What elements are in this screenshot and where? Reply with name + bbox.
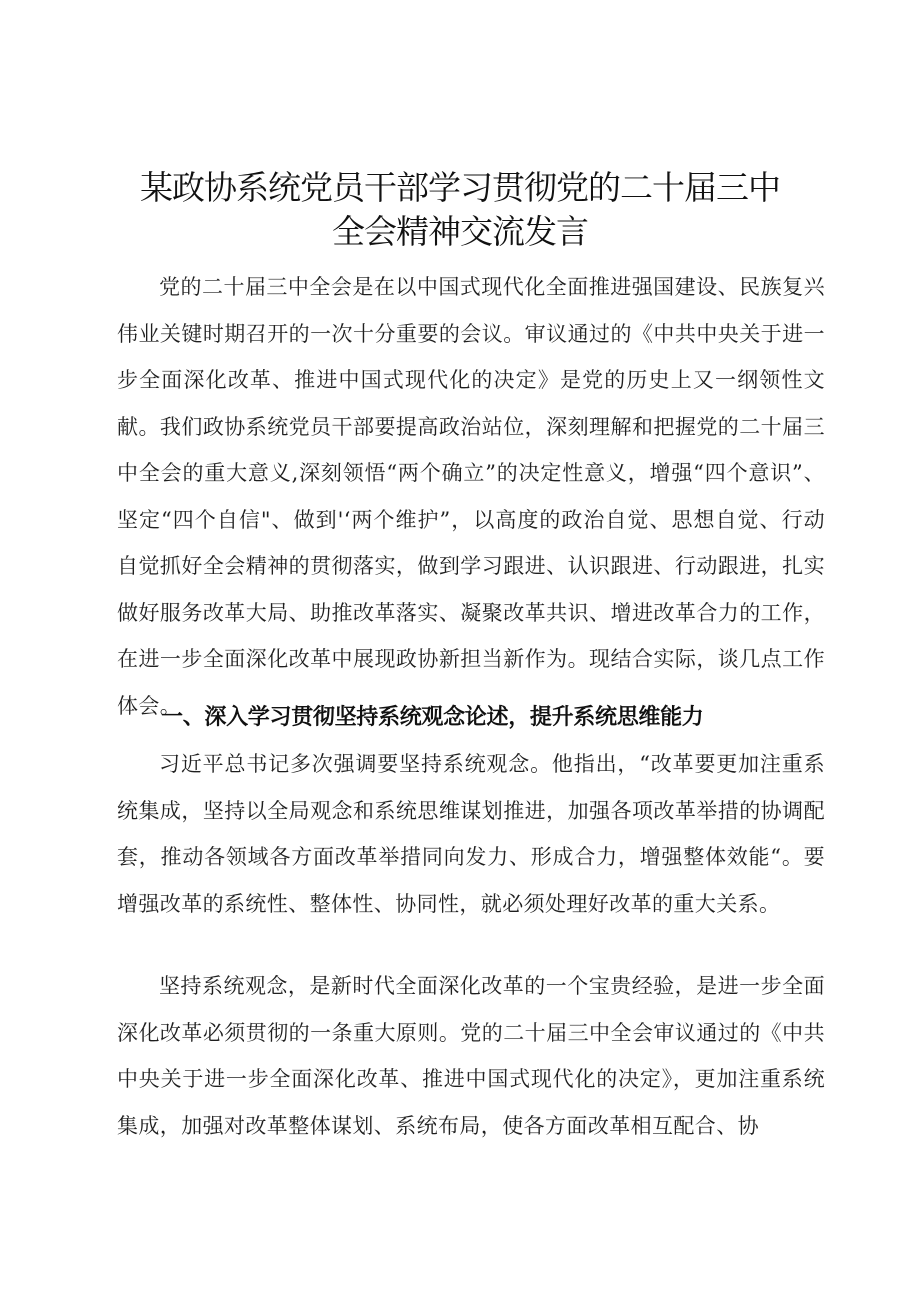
section-heading-1: 一、深入学习贯彻坚持系统观念论述，提升系统思维能力: [161, 705, 704, 730]
body-paragraph-3: 坚持系统观念，是新时代全面深化改革的一个宝贵经验，是进一步全面深化改革必须贯彻的一条重大原则。党的二十届三中全会审议通过的《中共中央关于进一步全面深化改革、推进中国式现代化的决定》，更加注重系统集成，加强对改革整体谋划、系统布局，使各方面改革相互配合、协: [117, 974, 825, 1138]
document-title-line-1: 某政协系统党员干部学习贯彻党的二十届三中: [140, 168, 780, 207]
intro-paragraph: 党的二十届三中全会是在以中国式现代化全面推进强国建设、民族复兴伟业关键时期召开的一次十分重要的会议。审议通过的《中共中央关于进一步全面深化改革、推进中国式现代化的决定》是党的历史上又一纲领性文献。我们政协系统党员干部要提高政治站位，深刻理解和把握党的二十届三中全会的重大意义,深刻领悟“两个确立”的决定性意义，增强“四个意识”、坚定“四个自信"、做到'‘两个维护”，以高度的政治自觉、思想自觉、行动自觉抓好全会精神的贯彻落实，做到学习跟进、认识跟进、行动跟进，扎实做好服务改革大局、助推改革落实、凝聚改革共识、增进改革合力的工作，在进一步全面深化改革中展现政协新担当新作为。现结合实际，谈几点工作体会。: [117, 275, 825, 718]
document-title-line-2: 全会精神交流发言: [332, 212, 588, 251]
body-paragraph-2: 习近平总书记多次强调要坚持系统观念。他指出，“改革要更加注重系统集成，坚持以全局观念和系统思维谋划推进，加强各项改革举措的协调配套，推动各领域各方面改革举措同向发力、形成合力，增强整体效能“。要增强改革的系统性、整体性、协同性，就必须处理好改革的重大关系。: [117, 752, 825, 916]
